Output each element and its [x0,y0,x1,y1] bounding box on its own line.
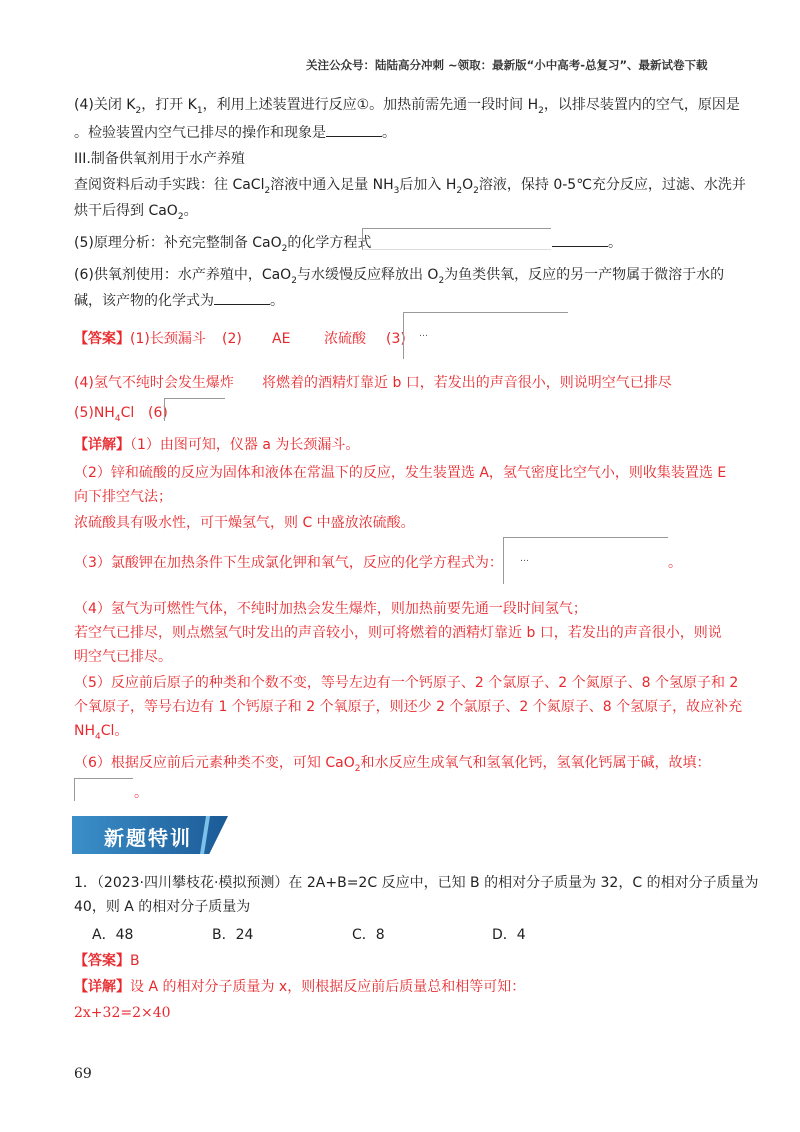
q4-text: ，以排尽装置内的空气，原因是 [543,97,740,113]
practice-text: 后加入 H [399,177,457,193]
banner-title: 新题特训 [104,826,192,850]
mc-option-a: A．48 [92,927,134,943]
answer-3-num: (3) [386,331,406,347]
mc-answer [74,950,140,972]
answer-4-detail: 将燃着的酒精灯靠近 b 口，若发出的声音很小，则说明空气已排尽 [262,375,672,391]
answer-5-sub: 4 [114,413,121,424]
section-3-title: III.制备供氧剂用于水产养殖 [74,151,245,167]
mc-option-b: B．24 [212,927,254,943]
q5-text: 。 [608,235,622,251]
detail-5b: 个氧原子，等号右边有 1 个钙原子和 2 个氧原子，则还少 2 个氯原子、2 个氮原子、8 个氢原子，故应补充 [74,699,743,715]
answer-blank [214,304,270,305]
q4-text: 。检验装置内空气已排尽的操作和现象是 [74,125,326,141]
question-6-line2 [74,290,284,312]
practice-text: 溶液中通入足量 NH [270,177,394,193]
mc-stem-line2: 40，则 A 的相对分子质量为 [74,899,251,915]
answer-5-text: (5)NH [74,405,115,421]
mc-option-c: C．8 [352,927,385,943]
q6-text: 碱，该产物的化学式为 [74,293,214,309]
answer-blank [326,136,382,137]
detail-2a: （2）锌和硫酸的反应为固体和液体在常温下的反应，发生装置选 A，氢气密度比空气小，则收集装置选 E [74,465,727,481]
practice-text: O [462,177,474,193]
detail-6: （6）根据反应前后元素种类不变，可知 CaO$_2$和水反应生成氧气和氢氧化钙，氢氧化钙属于碱，故填： [74,755,711,774]
answer-blank [552,246,608,247]
detail-text: NH [74,723,95,739]
detail-text: （1）由图可知，仪器 a 为长颈漏斗。 [130,437,360,453]
mc-equation: 2x+32=2×40 [74,1005,171,1021]
detail-3-end: 。 [668,555,682,571]
answer-1: (1)长颈漏斗 [130,331,206,347]
detail-label: 【详解】 [74,437,130,453]
q6-text: 为鱼类供氧，反应的另一产物属于微溶于水的 [444,267,725,283]
detail-2c: 浓硫酸具有吸水性，可干燥氢气，则 C 中盛放浓硫酸。 [74,515,415,531]
q6-text: (6)供氧剂使用：水产养殖中，CaO [74,267,292,283]
detail-text: （6）根据反应前后元素种类不变，可知 CaO [74,755,355,771]
q5-text: (5)原理分析：补充完整制备 CaO [74,235,282,251]
box-ellipsis: … [419,329,428,339]
answer-5 [74,402,134,424]
detail-6-end: 。 [134,785,148,801]
detail-2b: 向下排空气法； [74,489,172,505]
q6-text: 。 [270,293,284,309]
equation-image-box [503,537,668,584]
detail-5c [74,720,128,742]
q4-text: 。 [382,125,396,141]
detail-3: （3）氯酸钾在加热条件下生成氯化钾和氧气，反应的化学方程式为： [74,555,503,571]
answer-row-1 [74,328,206,350]
q4-text: (4)关闭 K [74,97,136,113]
detail-5a: （5）反应前后原子的种类和个数不变，等号左边有一个钙原子、2 个氯原子、2 个氮原子、8 个氢原子和 2 [74,675,739,691]
equation-image-box [403,312,568,359]
q4-text: ，打开 K [141,97,197,113]
detail-1 [74,434,359,456]
page-number: 69 [74,1066,92,1082]
practice-line1: 查阅资料后动手实践：往 CaCl$_2$溶液中通入足量 $NH_3$后加入 $H_2O_2$溶液，保持 0-5℃充分反应，过滤、水洗并 [74,177,746,196]
page-header: 关注公众号：陆陆高分冲刺 ~领取：最新版“小中高考-总复习”、最新试卷下载 [306,58,708,72]
practice-text: 溶液，保持 0-5℃充分反应，过滤、水洗并 [478,177,746,193]
practice-text: 。 [183,203,198,219]
detail-4b: 若空气已排尽，则点燃氢气时发出的声音较小，则可将燃着的酒精灯靠近 b 口，若发出的声音很小，则说 [74,625,722,641]
practice-text: 烘干后得到 CaO [74,203,178,219]
practice-line2: 烘干后得到 CaO$_2$。 [74,203,198,222]
q6-text: 与水缓慢反应释放出 O [296,267,439,283]
answer-5-text: Cl [120,405,135,421]
question-6-line1: (6)供氧剂使用：水产养殖中，CaO$_2$与水缓慢反应释放出 $O_2$为鱼类供氧，反应的另一产物属于微溶于水的 [74,267,725,286]
answer-6-num: (6) [148,405,168,421]
answer-2-reagent: 浓硫酸 [324,331,366,347]
mc-stem-line1: 1．（2023·四川攀枝花·模拟预测）在 2A+B=2C 反应中，已知 B 的相对分子质量为 32，C 的相对分子质量为 [74,875,759,891]
answer-2-value: AE [272,331,291,347]
q5-blank-line [552,232,622,254]
detail-text: 和水反应生成氧气和氢氧化钙，氢氧化钙属于碱，故填： [360,755,711,771]
mc-detail [74,976,525,998]
detail-label: 【详解】 [74,979,130,995]
mc-option-d: D．4 [492,927,526,943]
detail-4a: （4）氢气为可燃性气体，不纯时加热会发生爆炸，则加热前要先通一段时间氢气； [74,601,587,617]
answer-4: (4)氢气不纯时会发生爆炸 [74,375,234,391]
detail-4c: 明空气已排尽。 [74,649,172,665]
question-4-line2 [74,122,396,144]
practice-text: 查阅资料后动手实践：往 CaCl [74,177,265,193]
answer-label: 【答案】 [74,953,130,969]
question-5: (5)原理分析：补充完整制备 CaO$_2$的化学方程式 [74,235,372,254]
section-banner [72,816,228,854]
answer-2-num: (2) [222,331,242,347]
detail-text: 设 A 的相对分子质量为 x，则根据反应前后质量总和相等可知： [130,979,526,995]
question-4-line1: (4)关闭 $K_2$，打开 $K_1$，利用上述装置进行反应①。加热前需先通一段时间 $H_2$，以排尽装置内的空气，原因是 [74,97,740,116]
q4-text: ，利用上述装置进行反应①。加热前需先通一段时间 H [202,97,539,113]
formula-image-box [74,778,133,801]
q5-text: 的化学方程式 [287,235,372,251]
formula-image-box [164,398,225,421]
equation-image-box [362,228,551,250]
detail-sub: 4 [95,731,101,742]
answer-label: 【答案】 [74,331,130,347]
detail-text: Cl。 [100,723,129,739]
box-ellipsis: … [520,554,529,564]
mc-answer-value: B [130,953,140,969]
